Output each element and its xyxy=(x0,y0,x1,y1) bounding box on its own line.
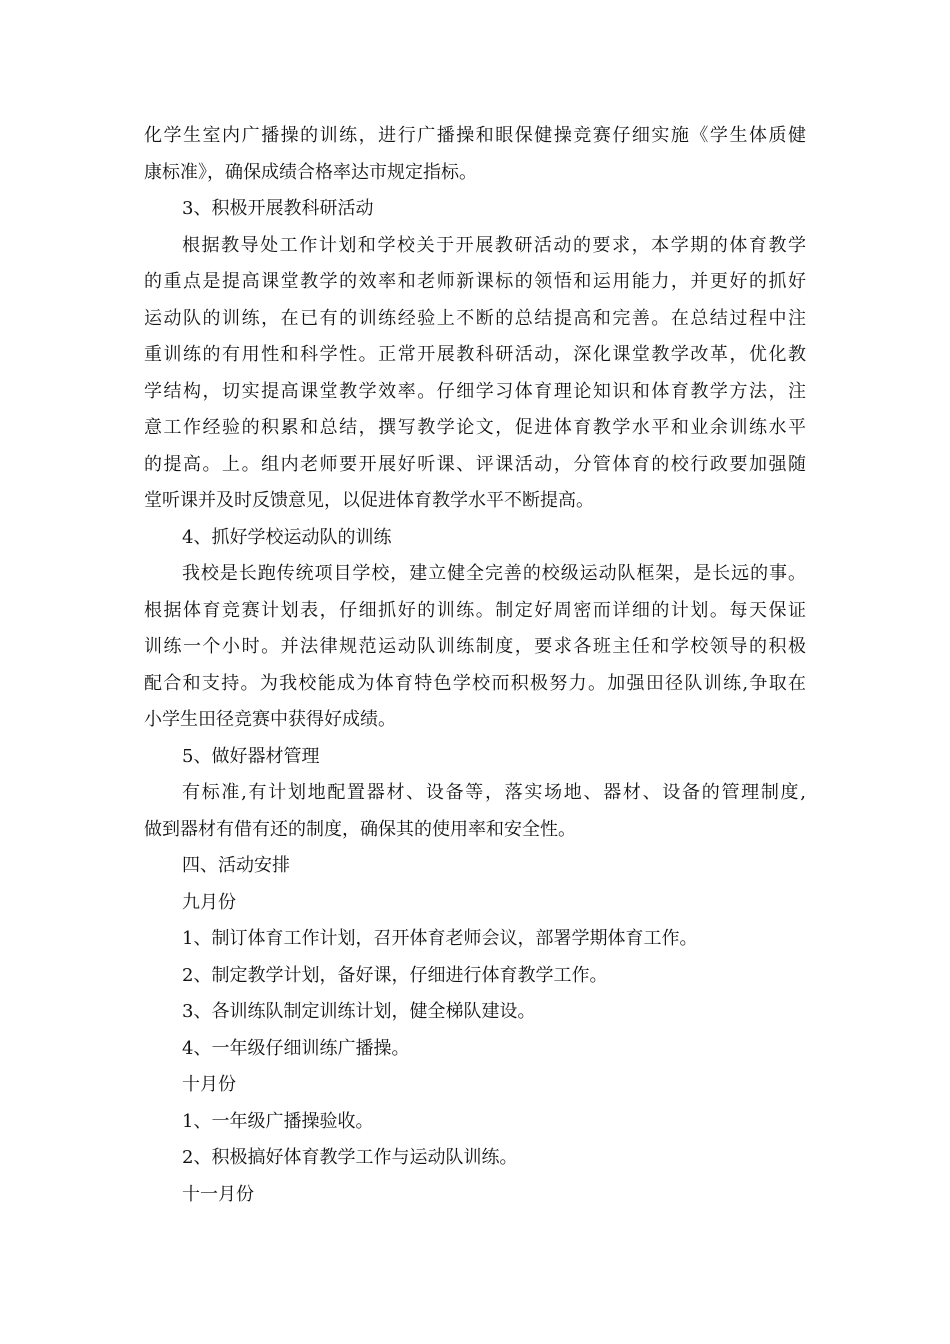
month-heading: 十月份 xyxy=(182,1074,236,1095)
paragraph-line: 的重点是提高课堂教学的效率和老师新课标的领悟和运用能力，并更好的抓好 xyxy=(144,271,806,292)
paragraph-line: 康标准》，确保成绩合格率达市规定指标。 xyxy=(144,161,477,183)
paragraph-line: 重训练的有用性和科学性。正常开展教科研活动，深化课堂教学改革，优化教 xyxy=(144,344,806,365)
list-item: 1、一年级广播操验收。 xyxy=(182,1110,374,1132)
paragraph-line: 堂听课并及时反馈意见，以促进体育教学水平不断提高。 xyxy=(144,490,594,511)
paragraph-line: 小学生田径竞赛中获得好成绩。 xyxy=(144,709,396,730)
list-item: 2、积极搞好体育教学工作与运动队训练。 xyxy=(182,1147,518,1168)
section-heading: 5、做好器材管理 xyxy=(182,745,320,767)
paragraph-line: 配合和支持。为我校能成为体育特色学校而积极努力。加强田径队训练,争取在 xyxy=(144,672,806,694)
paragraph-line: 学结构，切实提高课堂教学效率。仔细学习体育理论知识和体育教学方法，注 xyxy=(144,380,806,402)
list-item: 2、制定教学计划，备好课，仔细进行体育教学工作。 xyxy=(182,964,608,986)
paragraph-line: 运动队的训练，在已有的训练经验上不断的总结提高和完善。在总结过程中注 xyxy=(144,307,806,329)
paragraph-line: 我校是长跑传统项目学校，建立健全完善的校级运动队框架，是长远的事。 xyxy=(182,563,806,584)
paragraph-line: 根据体育竞赛计划表，仔细抓好的训练。制定好周密而详细的计划。每天保证 xyxy=(144,599,806,621)
list-item: 3、各训练队制定训练计划，健全梯队建设。 xyxy=(182,1001,536,1022)
paragraph-line: 的提高。上。组内老师要开展好听课、评课活动，分管体育的校行政要加强随 xyxy=(144,453,806,475)
paragraph-line: 意工作经验的积累和总结，撰写教学论文，促进体育教学水平和业余训练水平 xyxy=(144,417,806,438)
section-heading: 3、积极开展教科研活动 xyxy=(182,198,374,219)
list-item: 4、一年级仔细训练广播操。 xyxy=(182,1037,410,1059)
month-heading: 九月份 xyxy=(182,891,236,913)
list-item: 1、制订体育工作计划，召开体育老师会议，部署学期体育工作。 xyxy=(182,928,698,949)
document-body xyxy=(144,118,806,1213)
section-heading: 四、活动安排 xyxy=(182,855,290,876)
paragraph-line: 根据教导处工作计划和学校关于开展教研活动的要求，本学期的体育教学 xyxy=(182,234,806,256)
month-heading: 十一月份 xyxy=(182,1183,254,1205)
section-heading: 4、抓好学校运动队的训练 xyxy=(182,526,392,548)
paragraph-line: 做到器材有借有还的制度，确保其的使用率和安全性。 xyxy=(144,818,576,840)
paragraph-line: 训练一个小时。并法律规范运动队训练制度，要求各班主任和学校领导的积极 xyxy=(144,636,806,657)
paragraph-line: 有标准,有计划地配置器材、设备等，落实场地、器材、设备的管理制度, xyxy=(182,782,806,803)
paragraph-line: 化学生室内广播操的训练，进行广播操和眼保健操竞赛仔细实施《学生体质健 xyxy=(144,125,806,146)
